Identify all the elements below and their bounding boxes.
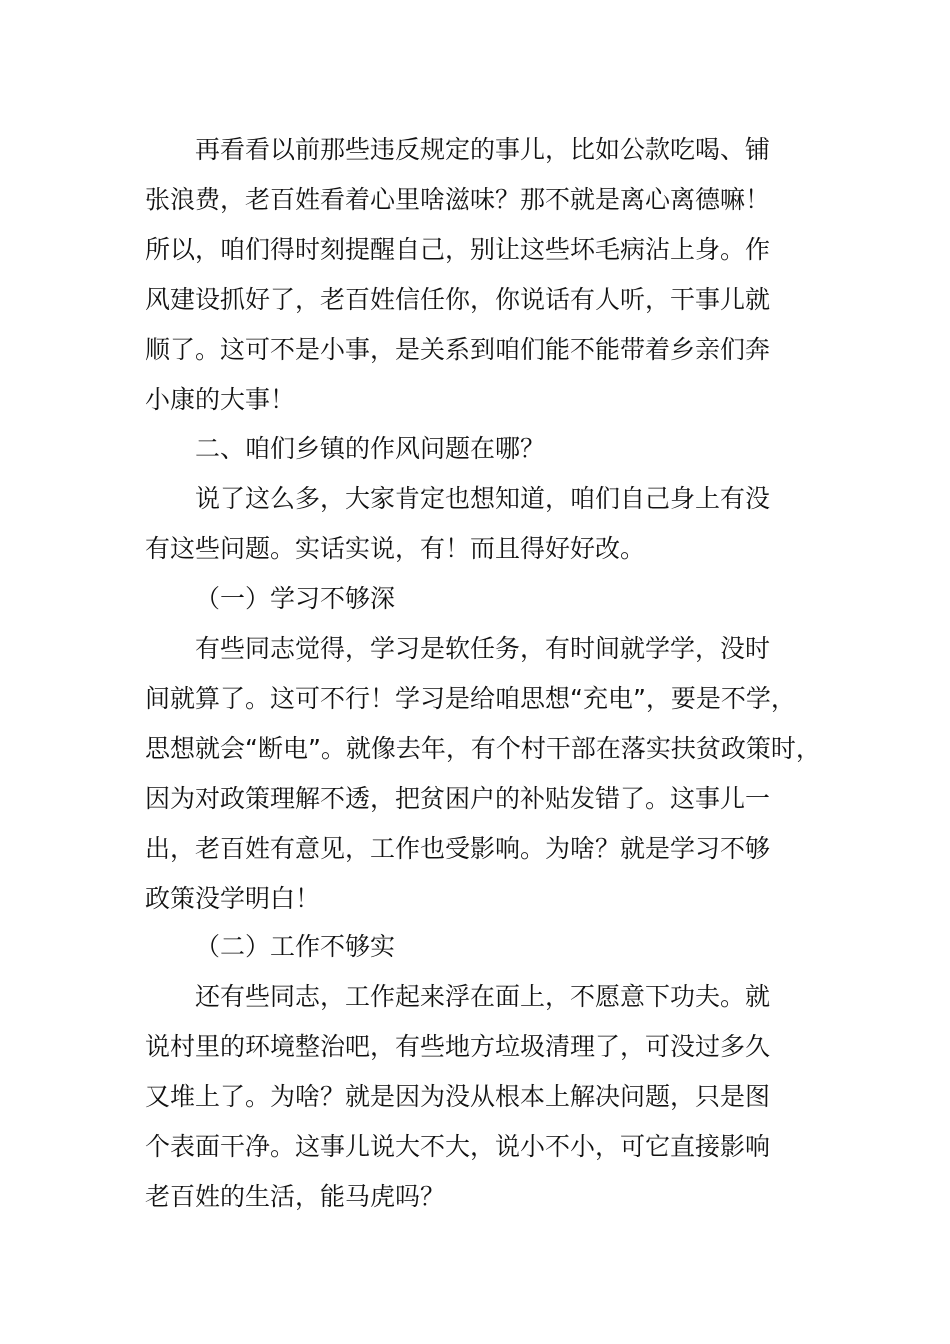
subsection-heading-2: （二）工作不够实 (195, 932, 396, 961)
paragraph-3-line-2: 间就算了。这可不行！学习是给咱思想“充电”，要是不学， (145, 684, 796, 713)
paragraph-3-line-1: 有些同志觉得，学习是软任务，有时间就学学，没时 (195, 634, 771, 663)
paragraph-1-line-2: 张浪费，老百姓看着心里啥滋味？那不就是离心离德嘛！ (145, 185, 771, 214)
paragraph-2-line-1: 说了这么多，大家肯定也想知道，咱们自己身上有没 (195, 484, 771, 513)
paragraph-1-line-5: 顺了。这可不是小事，是关系到咱们能不能带着乡亲们奔 (145, 335, 771, 364)
subsection-heading-1: （一）学习不够深 (195, 584, 396, 613)
paragraph-3-line-3: 思想就会“断电”。就像去年，有个村干部在落实扶贫政策时， (145, 734, 821, 763)
paragraph-1-line-4: 风建设抓好了，老百姓信任你，你说话有人听，干事儿就 (145, 285, 771, 314)
paragraph-4-line-2: 说村里的环境整治吧，有些地方垃圾清理了，可没过多久 (145, 1032, 771, 1061)
paragraph-1-line-6: 小康的大事！ (145, 385, 296, 414)
paragraph-4-line-5: 老百姓的生活，能马虎吗？ (145, 1182, 446, 1211)
paragraph-4-line-4: 个表面干净。这事儿说大不大，说小不小，可它直接影响 (145, 1132, 771, 1161)
paragraph-3-line-4: 因为对政策理解不透，把贫困户的补贴发错了。这事儿一 (145, 784, 771, 813)
paragraph-4-line-3: 又堆上了。为啥？就是因为没从根本上解决问题，只是图 (145, 1082, 771, 1111)
paragraph-1-line-1: 再看看以前那些违反规定的事儿，比如公款吃喝、铺 (195, 135, 771, 164)
section-heading-2: 二、咱们乡镇的作风问题在哪？ (195, 434, 546, 463)
paragraph-2-line-2: 有这些问题。实话实说，有！而且得好好改。 (145, 534, 646, 563)
paragraph-3-line-6: 政策没学明白！ (145, 884, 321, 913)
paragraph-3-line-5: 出，老百姓有意见，工作也受影响。为啥？就是学习不够 (145, 834, 771, 863)
paragraph-4-line-1: 还有些同志，工作起来浮在面上，不愿意下功夫。就 (195, 982, 771, 1011)
paragraph-1-line-3: 所以，咱们得时刻提醒自己，别让这些坏毛病沾上身。作 (145, 235, 771, 264)
